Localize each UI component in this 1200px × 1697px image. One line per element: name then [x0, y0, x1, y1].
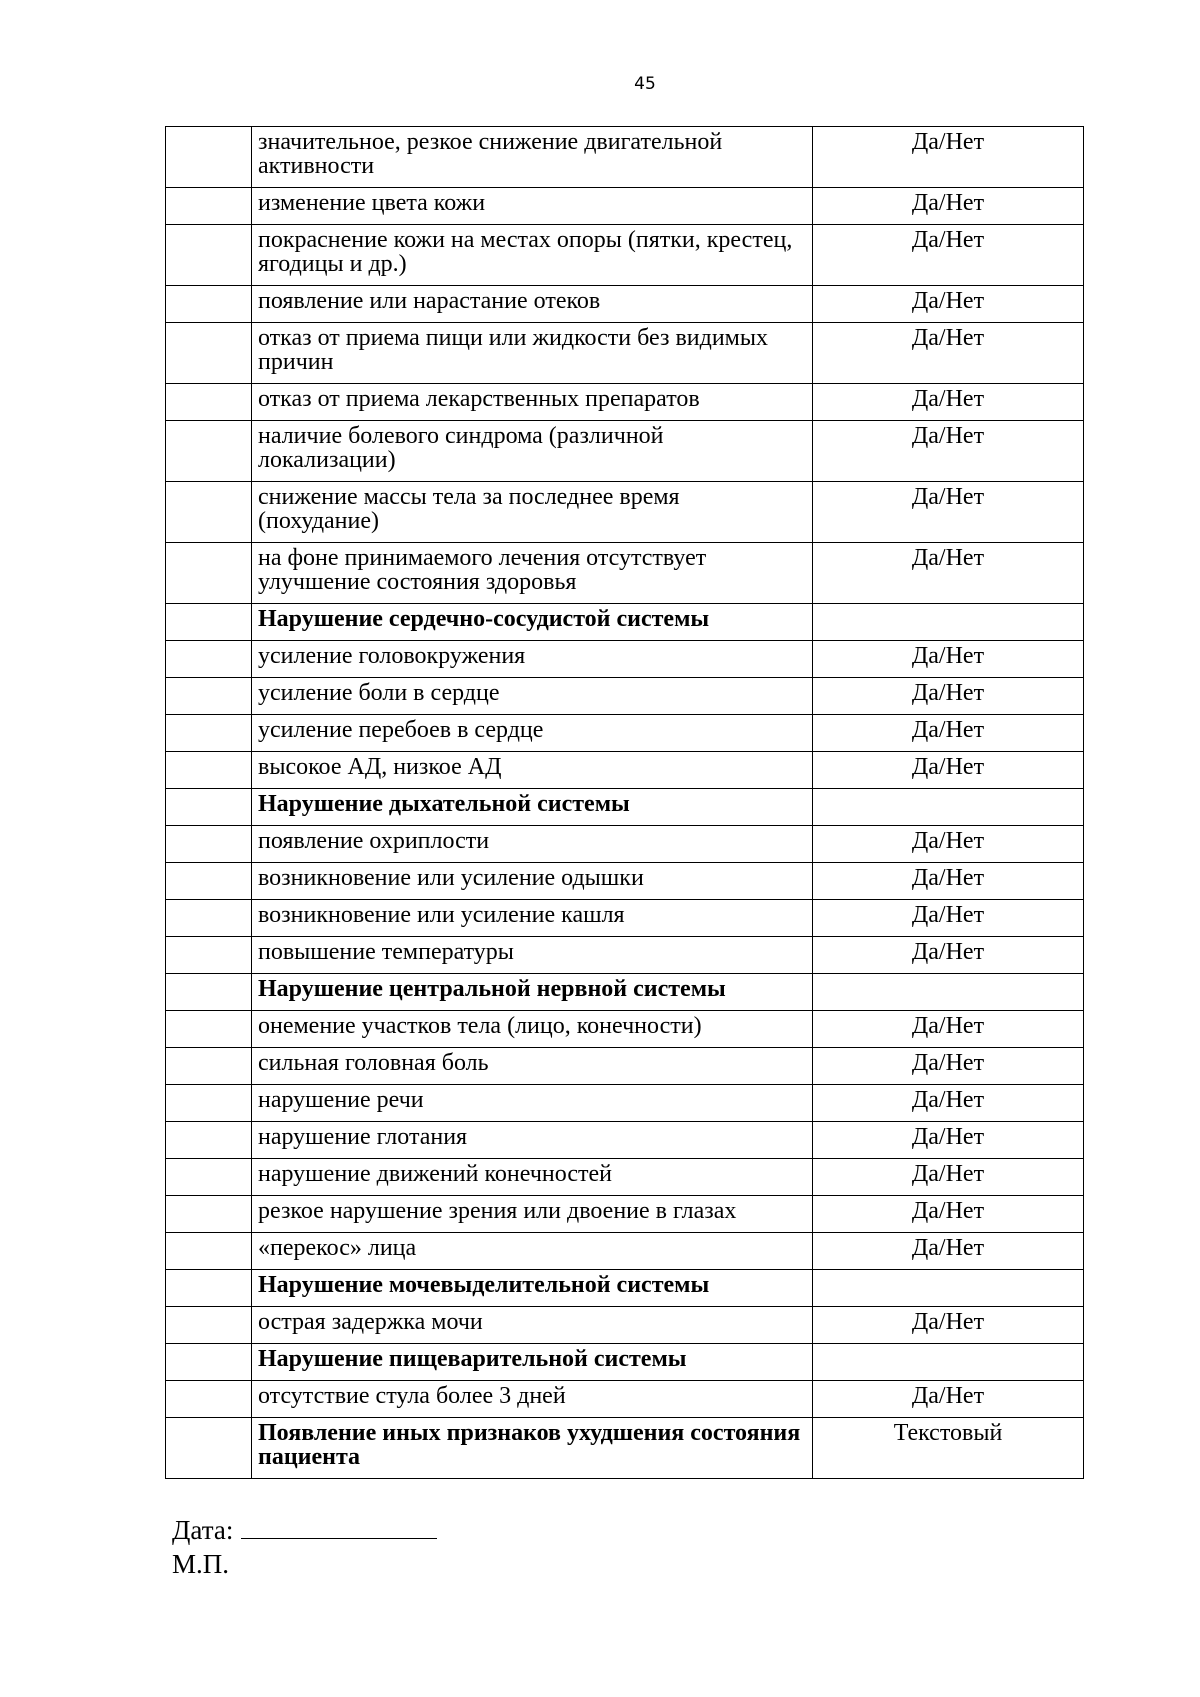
- number-cell: [166, 1270, 252, 1307]
- table-row: [166, 678, 1084, 715]
- answer-cell[interactable]: Да/Нет: [813, 863, 1084, 900]
- section-title: Нарушение дыхательной системы: [252, 789, 813, 826]
- symptom-text: отказ от приема пищи или жидкости без видимых причин: [252, 323, 813, 384]
- symptom-text: появление охриплости: [252, 826, 813, 863]
- number-cell: [166, 1048, 252, 1085]
- number-cell: [166, 1307, 252, 1344]
- signature-block: [172, 1512, 437, 1581]
- number-cell: [166, 543, 252, 604]
- section-header-row: [166, 974, 1084, 1011]
- number-cell: [166, 1159, 252, 1196]
- answer-cell: [813, 1270, 1084, 1307]
- number-cell: [166, 188, 252, 225]
- table-row: [166, 543, 1084, 604]
- answer-cell[interactable]: Да/Нет: [813, 1122, 1084, 1159]
- answer-cell: [813, 1344, 1084, 1381]
- date-label: Дата:: [172, 1515, 234, 1545]
- symptom-text: нарушение движений конечностей: [252, 1159, 813, 1196]
- section-header-row: [166, 604, 1084, 641]
- table-row: [166, 286, 1084, 323]
- symptom-text: усиление головокружения: [252, 641, 813, 678]
- answer-cell[interactable]: Да/Нет: [813, 286, 1084, 323]
- answer-cell[interactable]: Да/Нет: [813, 1159, 1084, 1196]
- answer-cell[interactable]: Да/Нет: [813, 1381, 1084, 1418]
- answer-cell[interactable]: Да/Нет: [813, 421, 1084, 482]
- number-cell: [166, 1122, 252, 1159]
- symptom-text: «перекос» лица: [252, 1233, 813, 1270]
- symptom-text: наличие болевого синдрома (различной локализации): [252, 421, 813, 482]
- answer-cell[interactable]: Да/Нет: [813, 384, 1084, 421]
- answer-cell[interactable]: Да/Нет: [813, 482, 1084, 543]
- answer-cell[interactable]: Да/Нет: [813, 1196, 1084, 1233]
- table-row: [166, 384, 1084, 421]
- table-row: [166, 715, 1084, 752]
- stamp-label: М.П.: [172, 1549, 230, 1579]
- answer-cell[interactable]: Да/Нет: [813, 1085, 1084, 1122]
- table-row: [166, 863, 1084, 900]
- symptom-text: нарушение речи: [252, 1085, 813, 1122]
- number-cell: [166, 1381, 252, 1418]
- section-header-row: [166, 789, 1084, 826]
- table-row: [166, 188, 1084, 225]
- answer-cell[interactable]: Да/Нет: [813, 641, 1084, 678]
- table-row: [166, 826, 1084, 863]
- answer-cell[interactable]: Да/Нет: [813, 1233, 1084, 1270]
- number-cell: [166, 604, 252, 641]
- symptom-text: отсутствие стула более 3 дней: [252, 1381, 813, 1418]
- table-row: [166, 641, 1084, 678]
- symptom-text: острая задержка мочи: [252, 1307, 813, 1344]
- symptom-text: резкое нарушение зрения или двоение в глазах: [252, 1196, 813, 1233]
- symptom-text: на фоне принимаемого лечения отсутствует улучшение состояния здоровья: [252, 543, 813, 604]
- table-row: [166, 1233, 1084, 1270]
- answer-cell[interactable]: Да/Нет: [813, 188, 1084, 225]
- number-cell: [166, 421, 252, 482]
- section-title: Нарушение пищеварительной системы: [252, 1344, 813, 1381]
- table-row: [166, 1196, 1084, 1233]
- symptom-text: онемение участков тела (лицо, конечности): [252, 1011, 813, 1048]
- number-cell: [166, 1011, 252, 1048]
- section-header-row: [166, 1270, 1084, 1307]
- answer-cell[interactable]: Да/Нет: [813, 900, 1084, 937]
- number-cell: [166, 1085, 252, 1122]
- symptom-text: покраснение кожи на местах опоры (пятки, крестец, ягодицы и др.): [252, 225, 813, 286]
- table-row: [166, 1048, 1084, 1085]
- date-line: [172, 1512, 437, 1547]
- table-body: [166, 127, 1084, 1479]
- answer-cell[interactable]: Текстовый: [813, 1418, 1084, 1479]
- symptom-text: возникновение или усиление кашля: [252, 900, 813, 937]
- number-cell: [166, 1344, 252, 1381]
- number-cell: [166, 1418, 252, 1479]
- section-title: Нарушение мочевыделительной системы: [252, 1270, 813, 1307]
- number-cell: [166, 641, 252, 678]
- table-row: [166, 421, 1084, 482]
- final-row: [166, 1418, 1084, 1479]
- answer-cell[interactable]: Да/Нет: [813, 826, 1084, 863]
- table-row: [166, 225, 1084, 286]
- section-header-row: [166, 1344, 1084, 1381]
- number-cell: [166, 286, 252, 323]
- answer-cell: [813, 789, 1084, 826]
- symptom-text: значительное, резкое снижение двигательной активности: [252, 127, 813, 188]
- symptom-text: нарушение глотания: [252, 1122, 813, 1159]
- table-row: [166, 1381, 1084, 1418]
- answer-cell[interactable]: Да/Нет: [813, 715, 1084, 752]
- symptom-text: появление или нарастание отеков: [252, 286, 813, 323]
- table-row: [166, 1159, 1084, 1196]
- symptom-text: возникновение или усиление одышки: [252, 863, 813, 900]
- number-cell: [166, 789, 252, 826]
- symptom-text: высокое АД, низкое АД: [252, 752, 813, 789]
- answer-cell[interactable]: Да/Нет: [813, 225, 1084, 286]
- answer-cell[interactable]: Да/Нет: [813, 752, 1084, 789]
- number-cell: [166, 752, 252, 789]
- answer-cell[interactable]: Да/Нет: [813, 127, 1084, 188]
- page-number: 45: [634, 74, 656, 94]
- table-row: [166, 1122, 1084, 1159]
- table-row: [166, 900, 1084, 937]
- number-cell: [166, 863, 252, 900]
- symptom-text: изменение цвета кожи: [252, 188, 813, 225]
- number-cell: [166, 225, 252, 286]
- number-cell: [166, 482, 252, 543]
- answer-cell[interactable]: Да/Нет: [813, 937, 1084, 974]
- number-cell: [166, 384, 252, 421]
- answer-cell[interactable]: Да/Нет: [813, 678, 1084, 715]
- table-row: [166, 937, 1084, 974]
- symptom-text: усиление боли в сердце: [252, 678, 813, 715]
- symptom-text: отказ от приема лекарственных препаратов: [252, 384, 813, 421]
- symptom-text: повышение температуры: [252, 937, 813, 974]
- table-row: [166, 482, 1084, 543]
- answer-cell[interactable]: Да/Нет: [813, 1011, 1084, 1048]
- number-cell: [166, 127, 252, 188]
- date-blank-line[interactable]: [241, 1512, 437, 1539]
- number-cell: [166, 937, 252, 974]
- number-cell: [166, 715, 252, 752]
- answer-cell[interactable]: Да/Нет: [813, 543, 1084, 604]
- table-row: [166, 127, 1084, 188]
- number-cell: [166, 323, 252, 384]
- answer-cell[interactable]: Да/Нет: [813, 323, 1084, 384]
- table-row: [166, 323, 1084, 384]
- number-cell: [166, 974, 252, 1011]
- section-title: Нарушение сердечно-сосудистой системы: [252, 604, 813, 641]
- table-row: [166, 1085, 1084, 1122]
- answer-cell: [813, 974, 1084, 1011]
- symptom-text: сильная головная боль: [252, 1048, 813, 1085]
- table-row: [166, 752, 1084, 789]
- answer-cell[interactable]: Да/Нет: [813, 1307, 1084, 1344]
- symptom-text: Появление иных признаков ухудшения состояния пациента: [252, 1418, 813, 1479]
- symptom-checklist-table: [165, 126, 1084, 1479]
- table-row: [166, 1011, 1084, 1048]
- section-title: Нарушение центральной нервной системы: [252, 974, 813, 1011]
- number-cell: [166, 678, 252, 715]
- number-cell: [166, 1196, 252, 1233]
- number-cell: [166, 1233, 252, 1270]
- symptom-text: усиление перебоев в сердце: [252, 715, 813, 752]
- answer-cell: [813, 604, 1084, 641]
- number-cell: [166, 900, 252, 937]
- table-row: [166, 1307, 1084, 1344]
- number-cell: [166, 826, 252, 863]
- answer-cell[interactable]: Да/Нет: [813, 1048, 1084, 1085]
- symptom-text: снижение массы тела за последнее время (похудание): [252, 482, 813, 543]
